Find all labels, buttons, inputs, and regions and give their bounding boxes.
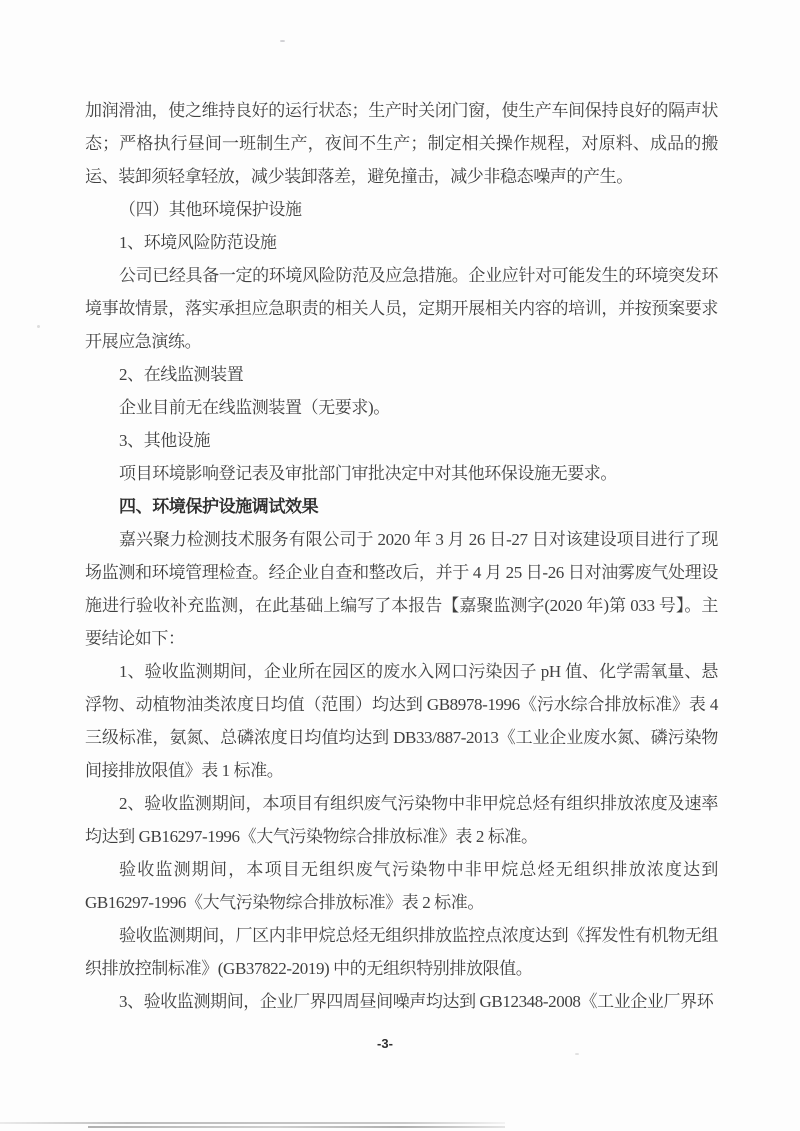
heading-risk-prevention: 1、环境风险防范设施 bbox=[119, 233, 277, 252]
scan-artifact-line bbox=[88, 1126, 505, 1128]
scan-speck bbox=[575, 1053, 579, 1055]
heading-other-facilities: 3、其他设施 bbox=[119, 431, 211, 450]
section-heading-debug-effect: 四、环境保护设施调试效果 bbox=[119, 497, 319, 516]
scan-speck bbox=[37, 325, 40, 328]
paragraph-noise-control-continued: 加润滑油，使之维持良好的运行状态；生产时关闭门窗，使生产车间保持良好的隔声状态；严格执行昼间一班制生产，夜间不生产；制定相关操作规程，对原料、成品的搬运、装卸须轻拿轻放，减少装卸落差，避免撞击，减少非稳态噪声的产生。 bbox=[85, 101, 718, 186]
heading-other-env-facilities: （四）其他环境保护设施 bbox=[119, 200, 302, 219]
paragraph-conclusion-fugitive-gas: 验收监测期间，本项目无组织废气污染物中非甲烷总烃无组织排放浓度达到 GB16297-1996《大气污染物综合排放标准》表 2 标准。 bbox=[85, 860, 718, 912]
paragraph-conclusion-noise: 3、验收监测期间，企业厂界四周昼间噪声均达到 GB12348-2008《工业企业厂界环 bbox=[119, 992, 714, 1011]
paragraph-risk-prevention: 公司已经具备一定的环境风险防范及应急措施。企业应针对可能发生的环境突发环境事故情景，落实承担应急职责的相关人员，定期开展相关内容的培训，并按预案要求开展应急演练。 bbox=[85, 266, 718, 351]
paragraph-other-facilities: 项目环境影响登记表及审批部门审批决定中对其他环保设施无要求。 bbox=[119, 464, 617, 483]
paragraph-conclusion-organized-gas: 2、验收监测期间，本项目有组织废气污染物中非甲烷总烃有组织排放浓度及速率均达到 GB16297-1996《大气污染物综合排放标准》表 2 标准。 bbox=[85, 794, 718, 846]
paragraph-conclusion-wastewater: 1、验收监测期间，企业所在园区的废水入网口污染因子 pH 值、化学需氧量、悬浮物、动植物油类浓度日均值（范围）均达到 GB8978-1996《污水综合排放标准》表 4 三级标准，氨氮、总磷浓度日均值均达到 DB33/887-2013《工业企业废水氮、磷污染物间接排放限值》表 1 标准。 bbox=[85, 662, 718, 780]
scan-speck bbox=[280, 40, 285, 42]
page-number: -3- bbox=[377, 1036, 393, 1051]
paragraph-conclusion-voc-limit: 验收监测期间，厂区内非甲烷总烃无组织排放监控点浓度达到《挥发性有机物无组织排放控制标准》(GB37822-2019) 中的无组织特别排放限值。 bbox=[85, 926, 718, 978]
page-content bbox=[85, 94, 718, 1018]
scan-artifact-line bbox=[0, 1122, 505, 1124]
paragraph-online-monitoring: 企业目前无在线监测装置（无要求)。 bbox=[119, 398, 390, 417]
heading-online-monitoring: 2、在线监测装置 bbox=[119, 365, 244, 384]
paragraph-monitoring-overview: 嘉兴聚力检测技术服务有限公司于 2020 年 3 月 26 日-27 日对该建设项目进行了现场监测和环境管理检查。经企业自查和整改后，并于 4 月 25 日-26 日对油雾废气处理设施进行验收补充监测，在此基础上编写了本报告【嘉聚监测字(2020 年)第 033 号】。主要结论如下： bbox=[85, 530, 718, 648]
